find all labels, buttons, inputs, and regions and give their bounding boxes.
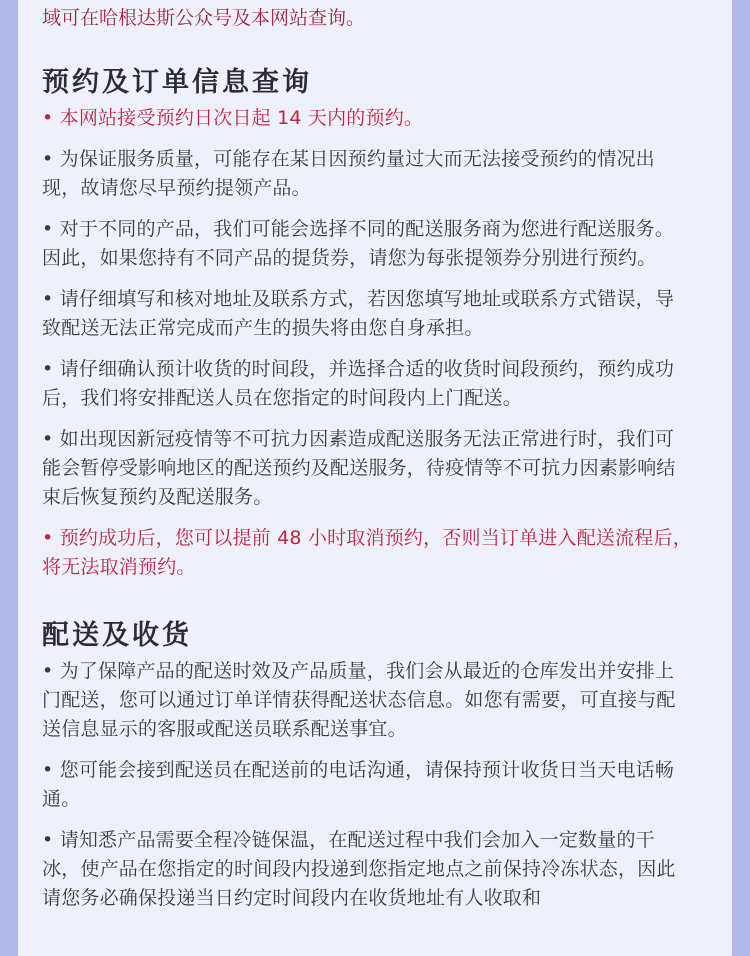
list-item: • 预约成功后，您可以提前 48 小时取消预约，否则当订单进入配送流程后，将无法取消预约。 bbox=[42, 527, 692, 578]
list-item: • 为了保障产品的配送时效及产品质量，我们会从最近的仓库发出并安排上门配送，您可以通过订单详情获得配送状态信息。如您有需要，可直接与配送信息显示的客服或配送员联系配送事宜。 bbox=[42, 660, 676, 740]
list-item: • 请知悉产品需要全程冷链保温，在配送过程中我们会加入一定数量的干冰，使产品在您指定的时间段内投递到您指定地点之前保持冷冻状态，因此请您务必确保投递当日约定时间段内在收货地址有人收取和 bbox=[42, 829, 676, 909]
list-item: • 为保证服务质量，可能存在某日因预约量过大而无法接受预约的情况出现，故请您尽早预约提领产品。 bbox=[42, 148, 655, 199]
list-item: • 您可能会接到配送员在配送前的电话沟通，请保持预计收货日当天电话畅通。 bbox=[42, 759, 675, 810]
list-item: • 如出现因新冠疫情等不可抗力因素造成配送服务无法正常进行时，我们可能会暂停受影响地区的配送预约及配送服务，待疫情等不可抗力因素影响结束后恢复预约及配送服务。 bbox=[42, 428, 676, 508]
delivery-list bbox=[42, 657, 692, 913]
section-title-reservation: 预约及订单信息查询 bbox=[42, 67, 312, 98]
list-item: • 请仔细填写和核对地址及联系方式，若因您填写地址或联系方式错误，导致配送无法正常完成而产生的损失将由您自身承担。 bbox=[42, 288, 675, 339]
reservation-list bbox=[42, 104, 692, 582]
section-title-delivery: 配送及收货 bbox=[42, 620, 192, 651]
policy-content bbox=[42, 0, 692, 925]
list-item: • 请仔细确认预计收货的时间段，并选择合适的收货时间段预约，预约成功后，我们将安排配送人员在您指定的时间段内上门配送。 bbox=[42, 358, 675, 409]
previous-section-tail: 域可在哈根达斯公众号及本网站查询。 bbox=[42, 7, 366, 29]
list-item: • 本网站接受预约日次日起 14 天内的预约。 bbox=[42, 107, 424, 129]
list-item: • 对于不同的产品，我们可能会选择不同的配送服务商为您进行配送服务。因此，如果您持有不同产品的提货券，请您为每张提领券分别进行预约。 bbox=[42, 218, 675, 269]
